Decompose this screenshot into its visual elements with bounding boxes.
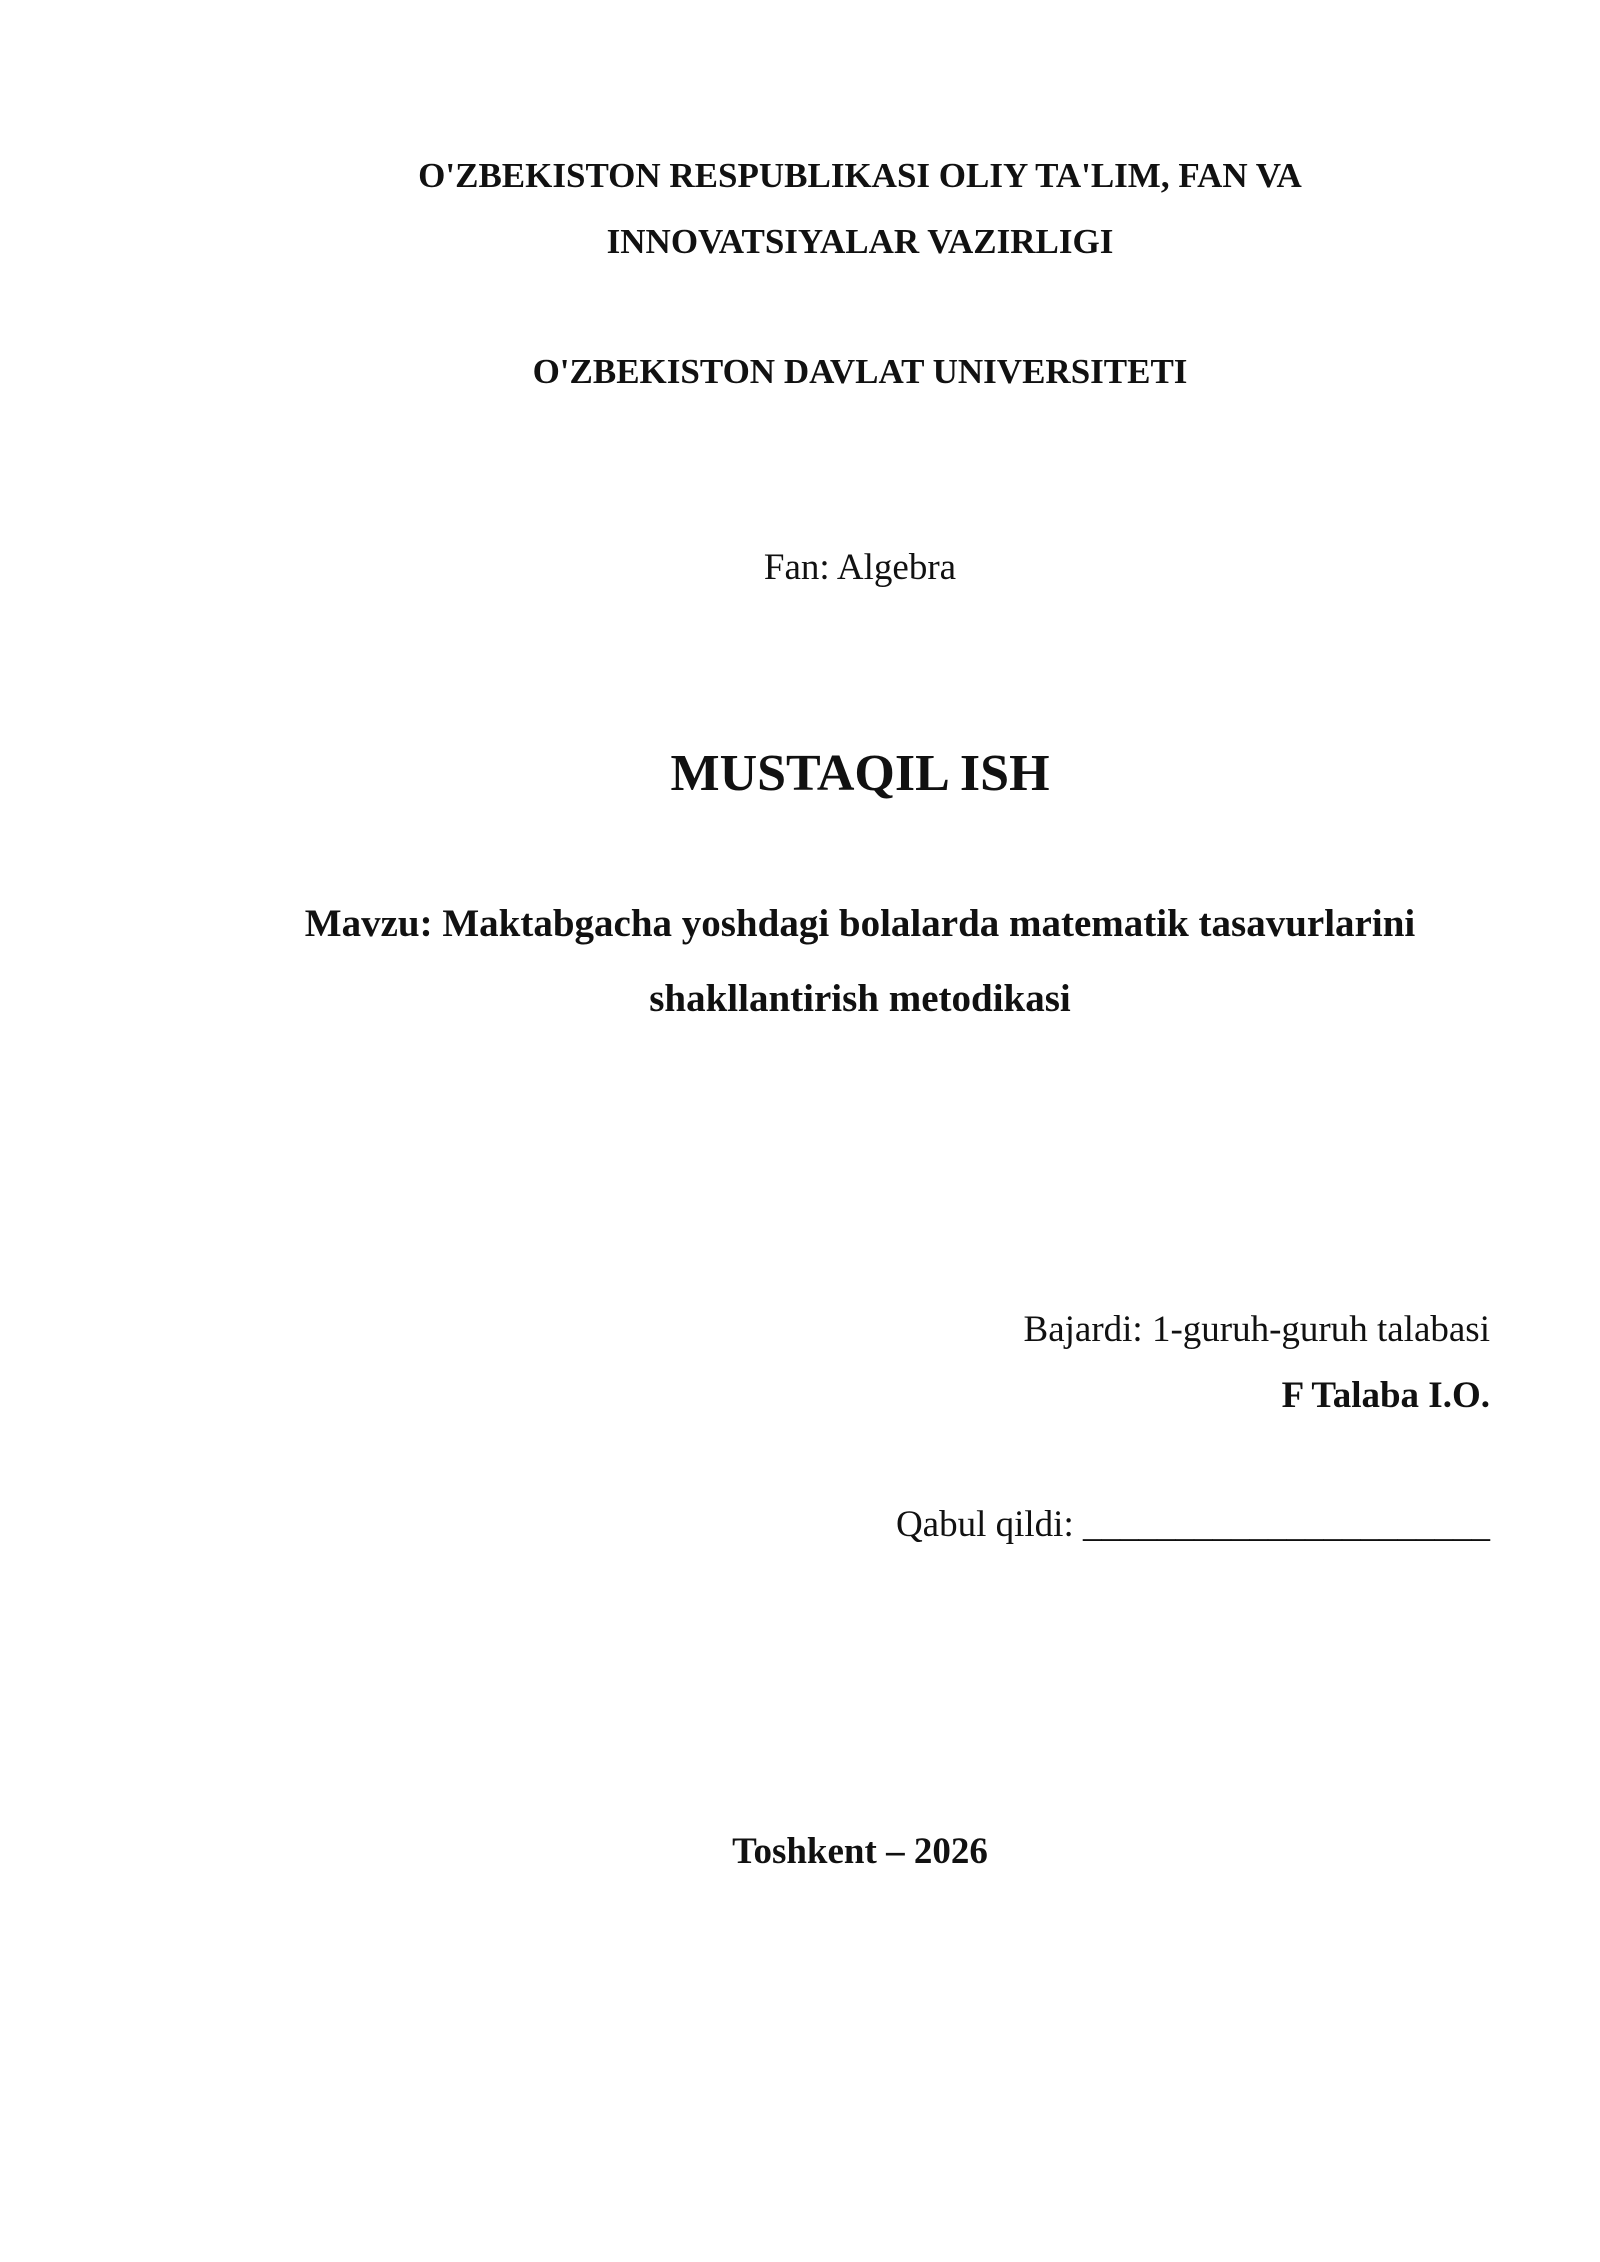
ministry-title-line-2: INNOVATSIYALAR VAZIRLIGI — [606, 222, 1114, 261]
document-type-title: MUSTAQIL ISH — [670, 745, 1050, 802]
ministry-title-line-1: O'ZBEKISTON RESPUBLIKASI OLIY TA'LIM, FAN VA — [418, 156, 1302, 195]
city-year: Toshkent – 2026 — [732, 1831, 988, 1872]
student-name: F Talaba I.O. — [1281, 1375, 1490, 1416]
accepted-by-label: Qabul qildi: ______________________ — [895, 1504, 1490, 1545]
performer-label: Bajardi: 1-guruh-guruh talabasi — [1023, 1309, 1490, 1350]
subject-label: Fan: Algebra — [763, 547, 957, 588]
topic-line-2: shakllantirish metodikasi — [649, 977, 1071, 1020]
topic-line-1: Mavzu: Maktabgacha yoshdagi bolalarda matematik tasavurlarini — [304, 902, 1416, 945]
university-name: O'ZBEKISTON DAVLAT UNIVERSITETI — [532, 352, 1188, 391]
